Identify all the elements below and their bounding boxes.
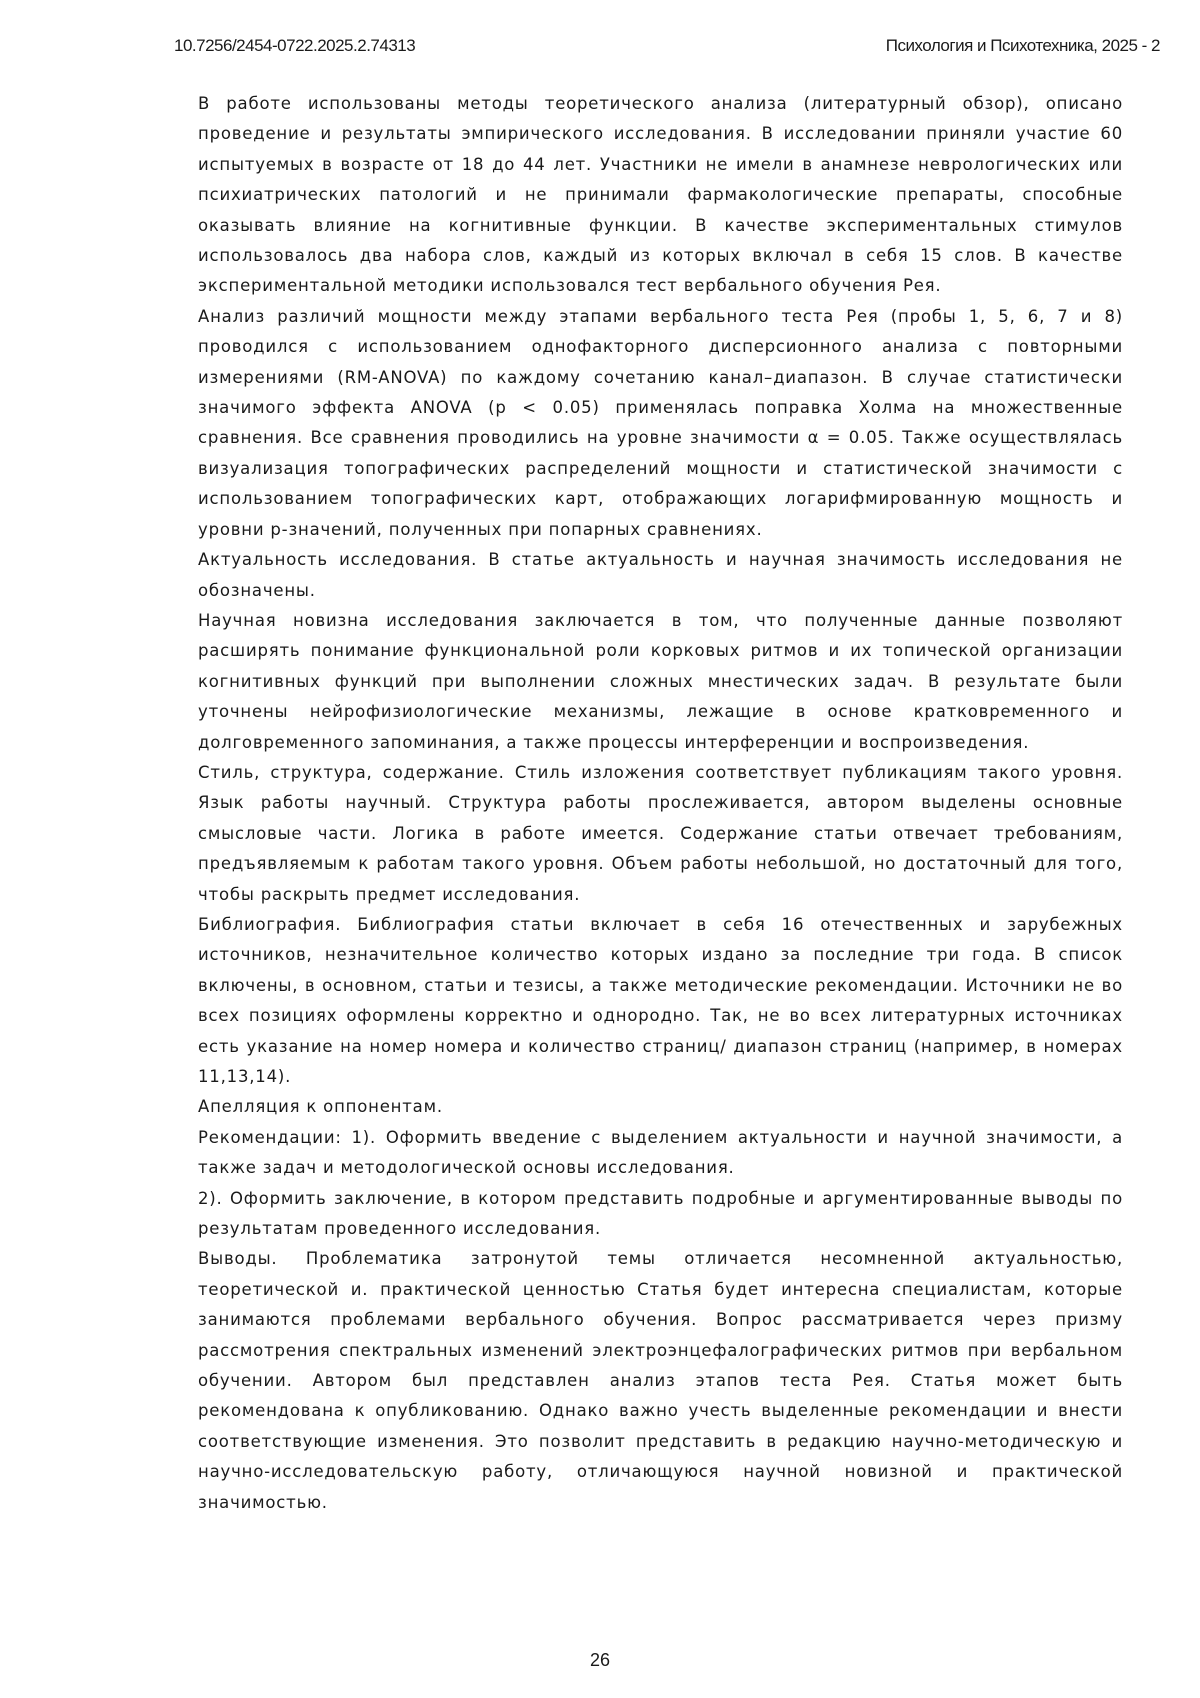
paragraph-novelty: Научная новизна исследования заключается в том, что полученные данные позволяют расширять понимание функциональной роли корковых ритмов и их топической организации когнитивных функций при выполнении сложных мнестических задач. В результате были уточнены нейрофизиологические механизмы, лежащие в основе кратковременного и долговременного запоминания, а также процессы интерференции и воспроизведения. xyxy=(198,606,1123,758)
page-number: 26 xyxy=(0,1650,1200,1671)
journal-title: Психология и Психотехника, 2025 - 2 xyxy=(886,36,1160,56)
doi-label: 10.7256/2454-0722.2025.2.74313 xyxy=(174,36,415,56)
article-body xyxy=(198,89,1123,1518)
paragraph-style: Стиль, структура, содержание. Стиль изложения соответствует публикациям такого уровня. Язык работы научный. Структура работы прослеживается, автором выделены основные смысловые части. Логика в работе имеется. Содержание статьи отвечает требованиям, предъявляемым к работам такого уровня. Объем работы небольшой, но достаточный для того, чтобы раскрыть предмет исследования. xyxy=(198,758,1123,910)
paragraph-appeal: Апелляция к оппонентам. xyxy=(198,1092,1123,1122)
paragraph-recommendations-2: 2). Оформить заключение, в котором представить подробные и аргументированные выводы по результатам проведенного исследования. xyxy=(198,1184,1123,1245)
paragraph-recommendations-1: Рекомендации: 1). Оформить введение с выделением актуальности и научной значимости, а также задач и методологической основы исследования. xyxy=(198,1123,1123,1184)
paragraph-analysis: Анализ различий мощности между этапами вербального теста Рея (пробы 1, 5, 6, 7 и 8) проводился с использованием однофакторного дисперсионного анализа с повторными измерениями (RM-ANOVA) по каждому сочетанию канал–диапазон. В случае статистически значимого эффекта ANOVA (p < 0.05) применялась поправка Холма на множественные сравнения. Все сравнения проводились на уровне значимости α = 0.05. Также осуществлялась визуализация топографических распределений мощности и статистической значимости с использованием топографических карт, отображающих логарифмированную мощность и уровни p-значений, полученных при попарных сравнениях. xyxy=(198,302,1123,545)
paragraph-relevance: Актуальность исследования. В статье актуальность и научная значимость исследования не обозначены. xyxy=(198,545,1123,606)
page-header xyxy=(174,36,1160,60)
paragraph-methods: В работе использованы методы теоретического анализа (литературный обзор), описано проведение и результаты эмпирического исследования. В исследовании приняли участие 60 испытуемых в возрасте от 18 до 44 лет. Участники не имели в анамнезе неврологических или психиатрических патологий и не принимали фармакологические препараты, способные оказывать влияние на когнитивные функции. В качестве экспериментальных стимулов использовалось два набора слов, каждый из которых включал в себя 15 слов. В качестве экспериментальной методики использовался тест вербального обучения Рея. xyxy=(198,89,1123,302)
paragraph-bibliography: Библиография. Библиография статьи включает в себя 16 отечественных и зарубежных источников, незначительное количество которых издано за последние три года. В список включены, в основном, статьи и тезисы, а также методические рекомендации. Источники не во всех позициях оформлены корректно и однородно. Так, не во всех литературных источниках есть указание на номер номера и количество страниц/ диапазон страниц (например, в номерах 11,13,14). xyxy=(198,910,1123,1092)
paragraph-conclusions: Выводы. Проблематика затронутой темы отличается несомненной актуальностью, теоретической и. практической ценностью Статья будет интересна специалистам, которые занимаются проблемами вербального обучения. Вопрос рассматривается через призму рассмотрения спектральных изменений электроэнцефалографических ритмов при вербальном обучении. Автором был представлен анализ этапов теста Рея. Статья может быть рекомендована к опубликованию. Однако важно учесть выделенные рекомендации и внести соответствующие изменения. Это позволит представить в редакцию научно-методическую и научно-исследовательскую работу, отличающуюся научной новизной и практической значимостью. xyxy=(198,1244,1123,1518)
